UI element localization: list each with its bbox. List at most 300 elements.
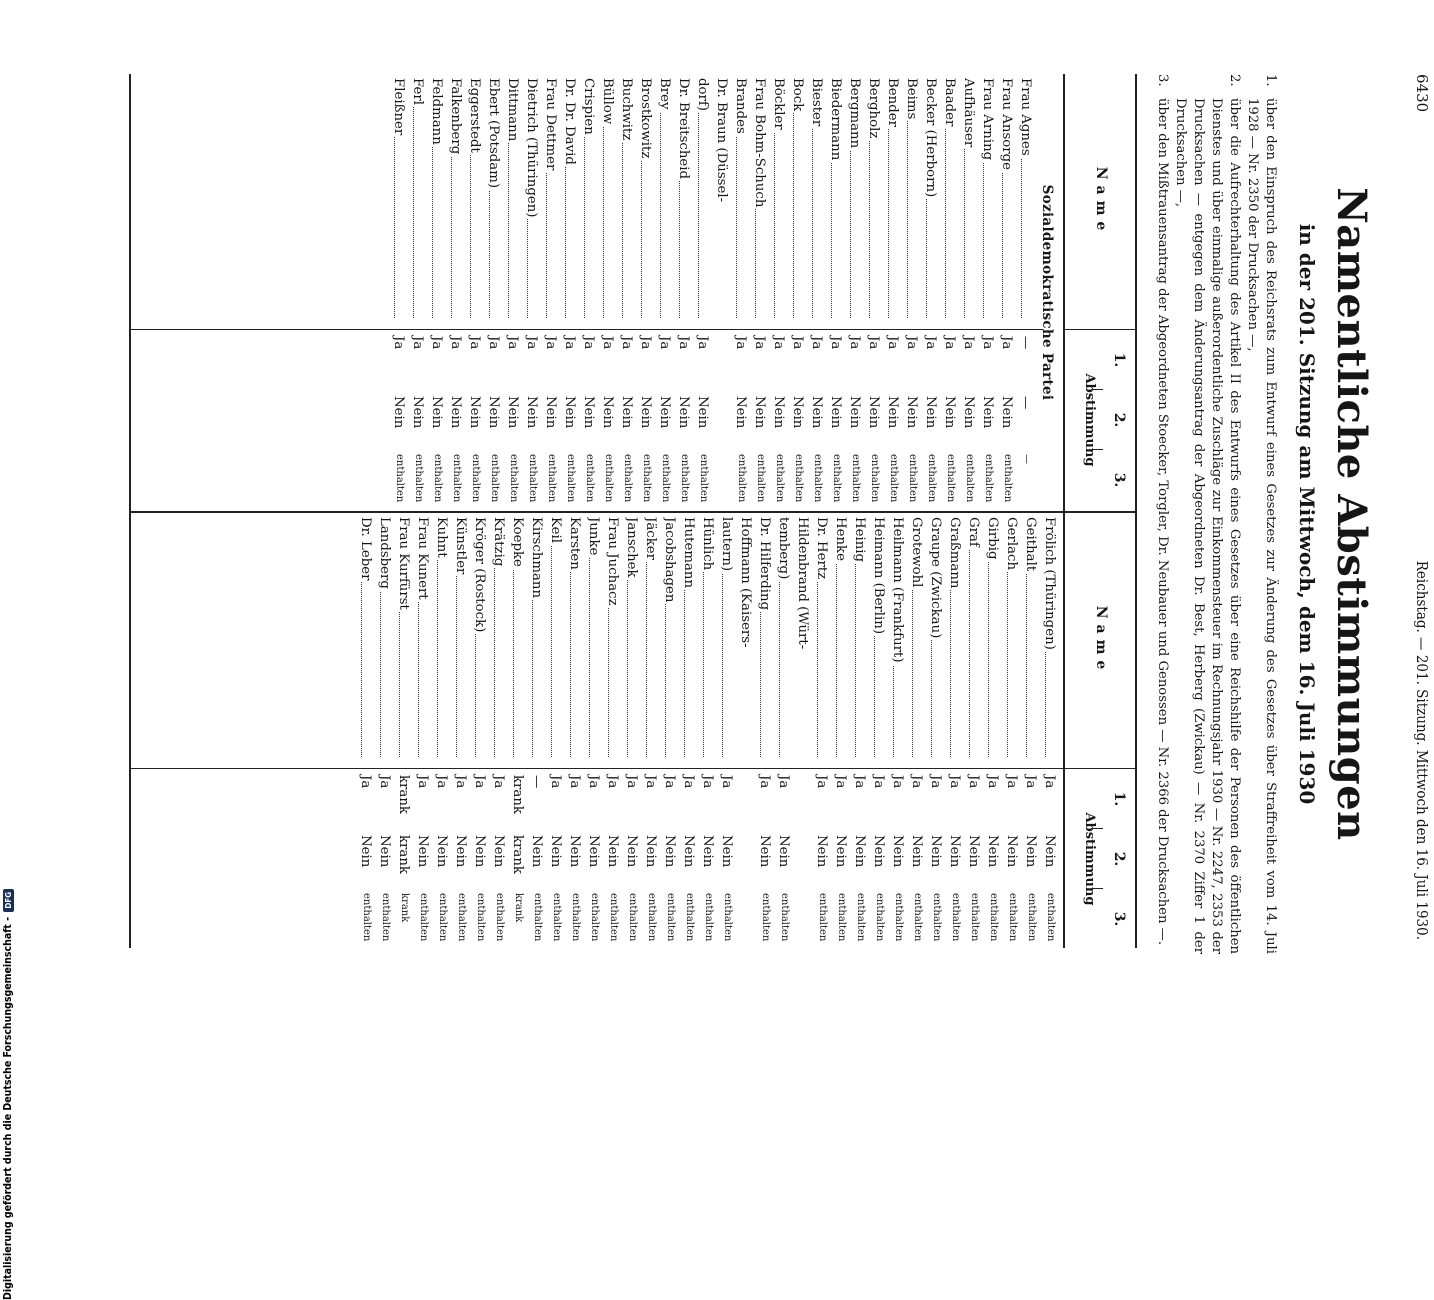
- table-row: [945, 513, 963, 948]
- table-row: [489, 513, 507, 948]
- member-name-text: Böckler: [771, 78, 786, 130]
- vote-2-value: Nein: [923, 396, 938, 429]
- vote-3-value: enthalten: [703, 893, 714, 942]
- vote-topic-2: [1171, 74, 1243, 954]
- vote-1-value: Ja: [681, 775, 696, 789]
- vote-2-value: Nein: [776, 835, 791, 868]
- party-section-heading: Sozialdemokratische Partei: [1039, 184, 1055, 401]
- table-row: [660, 513, 678, 948]
- table-row: [712, 74, 730, 509]
- vote-1-value: Ja: [947, 775, 962, 789]
- table-row: [750, 74, 768, 509]
- vote-1-value: Ja: [980, 336, 995, 350]
- table-row: [394, 513, 412, 948]
- vote-3-value: enthalten: [380, 893, 391, 942]
- table-row: [375, 513, 393, 948]
- vote-3-value: krank: [399, 893, 410, 923]
- vote-3-value: enthalten: [570, 893, 581, 942]
- leader-dots: [969, 517, 970, 757]
- table-row: [565, 513, 583, 948]
- table-row: [883, 74, 901, 509]
- vote-1-value: Ja: [847, 336, 862, 350]
- member-name-text: Jäcker: [643, 517, 658, 560]
- member-name-text: Dr. Dr. David: [562, 78, 577, 165]
- vote-2-value: Nein: [638, 396, 653, 429]
- vote-1-value: krank: [396, 775, 411, 814]
- member-name: [434, 517, 449, 757]
- vote-3-value: enthalten: [432, 454, 443, 503]
- digitization-credit: [2, 300, 22, 1300]
- vote-1-value: Ja: [961, 336, 976, 350]
- vote-3-value: enthalten: [793, 454, 804, 503]
- topic-text: über den Einspruch des Reichsrats zum Entwurf eines Gesetzes zur Änderung des Gesetzes über Straffreiheit vom 14. Juli 1928 — Nr. 2350 der Drucksachen —,: [1245, 98, 1278, 954]
- member-name: [453, 517, 468, 757]
- member-name: [890, 517, 905, 757]
- member-name-text: Brey: [657, 78, 672, 110]
- member-name-text: Dr. Braun (Düssel-: [714, 78, 729, 203]
- table-row: [432, 513, 450, 948]
- member-name: [1023, 517, 1038, 757]
- member-name-text: Hoffmann (Kaisers-: [738, 517, 753, 648]
- vote-2-value: Nein: [966, 835, 981, 868]
- vote-3-value: enthalten: [546, 454, 557, 503]
- vote-1-value: Ja: [453, 775, 468, 789]
- vote-3-value: enthalten: [470, 454, 481, 503]
- topic-text: über die Aufrechterhaltung des Artikel II des Entwurfs eines Gesetzes über eine Reichshilfe der Personen des öffentlichen Dienstes und über einmalige außerordentliche Zuschläge zur Einkommensteuer im Rechnungsjahr 1930 — Nr. 2247, 2353 der Drucksachen — entgegen dem Änderungsantrag der Abgeordneten Dr. Best, Herberg (Zwickau) — Nr. 2370 Ziffer 1 der Drucksachen —,: [1173, 98, 1242, 954]
- table-row: [527, 513, 545, 948]
- vote-1-value: Ja: [548, 775, 563, 789]
- vote-1-value: Ja: [1023, 775, 1038, 789]
- table-row: [788, 74, 806, 509]
- member-name: [415, 517, 430, 757]
- vote-2-value: Nein: [771, 396, 786, 429]
- vote-1-value: Ja: [429, 336, 444, 350]
- vote-3-value: enthalten: [1002, 454, 1013, 503]
- vote-3-value: enthalten: [665, 893, 676, 942]
- table-row: [793, 513, 811, 948]
- table-row: [470, 513, 488, 948]
- table-row: [978, 74, 996, 509]
- member-name-text: Dr. Leber: [358, 517, 373, 581]
- vote-3-value: enthalten: [1026, 893, 1037, 942]
- member-name-text: lautern): [719, 517, 734, 572]
- vote-3-value: enthalten: [698, 454, 709, 503]
- vote-1-value: Ja: [985, 775, 1000, 789]
- member-name-text: Frau Ansorge: [999, 78, 1014, 171]
- vote-2-value: Nein: [700, 835, 715, 868]
- member-name-text: Bergmann: [847, 78, 862, 149]
- table-row: [617, 74, 635, 509]
- vote-3-value: enthalten: [437, 893, 448, 942]
- left-column-header: [1063, 74, 1137, 511]
- vote-3-value: enthalten: [394, 454, 405, 503]
- vote-1-value: Ja: [434, 775, 449, 789]
- vote-2-value: Nein: [904, 396, 919, 429]
- leader-dots: [698, 78, 699, 318]
- vote-1-value: Ja: [491, 775, 506, 789]
- vote-1-value: Ja: [472, 775, 487, 789]
- vote-3-value: enthalten: [456, 893, 467, 942]
- vote-1-value: Ja: [624, 775, 639, 789]
- member-name-text: Crispien: [581, 78, 596, 135]
- vote-1-value: Ja: [358, 775, 373, 789]
- table-row: [888, 513, 906, 948]
- leader-dots: [793, 78, 794, 318]
- member-name: [828, 78, 843, 318]
- vote-2-value: Nein: [790, 396, 805, 429]
- member-name: [923, 78, 938, 318]
- topic-number: 1.: [1263, 74, 1278, 87]
- member-name: [752, 78, 767, 318]
- member-name-text: Dr. Hertz: [814, 517, 829, 580]
- vote-3-value: enthalten: [489, 454, 500, 503]
- member-name-text: dorf): [695, 78, 710, 111]
- vote-3-value: enthalten: [736, 454, 747, 503]
- dfg-logo-icon: DFG: [3, 889, 14, 912]
- member-name-text: Graßmann: [947, 517, 962, 589]
- vote-1-value: Ja: [790, 336, 805, 350]
- member-name: [657, 78, 672, 318]
- table-row: [1040, 513, 1058, 948]
- member-name: [486, 78, 501, 318]
- table-row: [983, 513, 1001, 948]
- member-name-text: Frau Juchacz: [605, 517, 620, 606]
- member-name-text: Kuhnt: [434, 517, 449, 558]
- table-row: [845, 74, 863, 509]
- member-name: [961, 78, 976, 318]
- table-row: [641, 513, 659, 948]
- member-name: [662, 517, 677, 757]
- vote-3-value: enthalten: [869, 454, 880, 503]
- vote-2-value: Nein: [961, 396, 976, 429]
- member-name-text: Hutemann: [681, 517, 696, 589]
- vote-1-value: Ja: [638, 336, 653, 350]
- vote-3-value: enthalten: [964, 454, 975, 503]
- table-row: [831, 513, 849, 948]
- member-name-text: Henke: [833, 517, 848, 561]
- vote-2-value: Nein: [657, 396, 672, 429]
- member-name: [467, 78, 482, 318]
- member-name: [681, 517, 696, 757]
- vote-3-value: enthalten: [418, 893, 429, 942]
- vote-2-value: Nein: [752, 396, 767, 429]
- vote-2-value: Nein: [434, 835, 449, 868]
- vote-1-value: Ja: [966, 775, 981, 789]
- member-name-text: Buchwitz: [619, 78, 634, 141]
- vote-3-value: enthalten: [950, 893, 961, 942]
- vote-1-value: Ja: [619, 336, 634, 350]
- member-name: [619, 78, 634, 318]
- member-name-text: Dietrich (Thüringen): [524, 78, 539, 218]
- vote-2-value: Nein: [619, 396, 634, 429]
- table-bottom-rule: [129, 74, 131, 948]
- table-row: [598, 74, 616, 509]
- vote-3-value: enthalten: [684, 893, 695, 942]
- member-name-text: Aufhäuser: [961, 78, 976, 148]
- table-row: [674, 74, 692, 509]
- vote-2-value: Nein: [695, 396, 710, 429]
- table-row: [522, 74, 540, 509]
- member-name-text: Ferl: [410, 78, 425, 105]
- vote-2-value: Nein: [410, 396, 425, 429]
- member-name: [980, 78, 995, 318]
- member-name: [624, 517, 639, 757]
- page-header: [1413, 74, 1431, 954]
- vote-1-heading: 1.: [1111, 791, 1127, 807]
- member-name-text: Gerlach: [1004, 517, 1019, 571]
- table-row: [902, 74, 920, 509]
- member-name: [491, 517, 506, 757]
- member-name: [396, 517, 411, 757]
- vote-2-value: Nein: [624, 835, 639, 868]
- vote-1-value: krank: [510, 775, 525, 814]
- member-name-text: Graf: [966, 517, 981, 547]
- member-name: [928, 517, 943, 757]
- vote-2-value: Nein: [548, 835, 563, 868]
- vote-1-value: Ja: [600, 336, 615, 350]
- member-name-text: Frau Bohm-Schuch: [752, 78, 767, 208]
- vote-2-value: krank: [396, 835, 411, 874]
- table-row: [826, 74, 844, 509]
- vote-2-value: Nein: [491, 835, 506, 868]
- table-row: [508, 513, 526, 948]
- vote-3-value: enthalten: [722, 893, 733, 942]
- vote-2-value: Nein: [733, 396, 748, 429]
- vote-3-value: enthalten: [931, 893, 942, 942]
- vote-3-value: enthalten: [855, 893, 866, 942]
- vote-1-value: Ja: [814, 775, 829, 789]
- vote-2-value: Nein: [600, 396, 615, 429]
- votes-heading: [1065, 770, 1137, 948]
- vote-1-value: Ja: [999, 336, 1014, 350]
- member-name: [586, 517, 601, 757]
- vote-1-value: Ja: [410, 336, 425, 350]
- credit-text: Digitalisierung gefördert durch die Deutsche Forschungsgemeinschaft -: [2, 916, 14, 1300]
- vote-1-value: Ja: [657, 336, 672, 350]
- member-name-text: Künstler: [453, 517, 468, 575]
- member-name-text: Frölich (Thüringen): [1042, 517, 1057, 650]
- member-name-text: Biedermann: [828, 78, 843, 161]
- vote-1-value: Ja: [828, 336, 843, 350]
- vote-3-value: enthalten: [584, 454, 595, 503]
- votes-heading: [1065, 331, 1137, 509]
- vote-1-value: Ja: [676, 336, 691, 350]
- rotated-page: [117, 74, 1434, 954]
- vote-1-value: Ja: [586, 775, 601, 789]
- member-name-text: Krätzig: [491, 517, 506, 567]
- vote-2-value: Nein: [985, 835, 1000, 868]
- vote-3-value: enthalten: [812, 454, 823, 503]
- member-name-text: Frau Kunert: [415, 517, 430, 600]
- vote-3-value: enthalten: [988, 893, 999, 942]
- vote-1-value: Ja: [562, 336, 577, 350]
- vote-3-value: krank: [513, 893, 524, 923]
- vote-3-value: enthalten: [608, 893, 619, 942]
- member-name-text: Feldmann: [429, 78, 444, 145]
- vote-3-value: —: [1021, 454, 1032, 464]
- table-row: [864, 74, 882, 509]
- member-name-text: Kröger (Rostock): [472, 517, 487, 633]
- table-row: [603, 513, 621, 948]
- member-name-text: Junke: [586, 517, 601, 556]
- member-name-text: Kirschmann: [529, 517, 544, 599]
- vote-2-value: Nein: [543, 396, 558, 429]
- member-name-text: Eggerstedt: [467, 78, 482, 153]
- topic-number: 3.: [1155, 74, 1170, 87]
- vote-2-value: Nein: [947, 835, 962, 868]
- vote-2-value: Nein: [643, 835, 658, 868]
- member-name-text: temberg): [776, 517, 791, 580]
- member-name: [391, 78, 406, 318]
- vote-1-value: Ja: [904, 336, 919, 350]
- vote-2-value: Nein: [1042, 835, 1057, 868]
- table-row: [636, 74, 654, 509]
- vote-2-value: Nein: [1004, 835, 1019, 868]
- member-name: [966, 517, 981, 757]
- member-name: [529, 517, 544, 757]
- page-number: 6430: [1413, 74, 1431, 113]
- member-name: [999, 78, 1014, 318]
- member-name-text: Frau Agnes: [1018, 78, 1033, 156]
- table-row: [997, 74, 1015, 509]
- member-name: [638, 78, 653, 318]
- name-column-heading: Name: [1065, 513, 1137, 769]
- vote-1-value: Ja: [543, 336, 558, 350]
- vote-1-value: Ja: [467, 336, 482, 350]
- member-name: [790, 78, 805, 318]
- vote-3-value: enthalten: [551, 893, 562, 942]
- member-name: [771, 78, 786, 318]
- vote-2-value: Nein: [942, 396, 957, 429]
- member-name: [795, 517, 810, 757]
- member-name: [738, 517, 753, 757]
- member-name: [733, 78, 748, 318]
- member-name-text: Graupe (Zwickau): [928, 517, 943, 639]
- vote-1-value: Ja: [719, 775, 734, 789]
- table-row: [579, 74, 597, 509]
- right-column-header: [1063, 513, 1137, 948]
- table-row: [484, 74, 502, 509]
- vote-1-value: Ja: [524, 336, 539, 350]
- member-name-text: Fleißner: [391, 78, 406, 136]
- vote-3-heading: 3.: [1111, 472, 1127, 488]
- vote-3-value: enthalten: [589, 893, 600, 942]
- member-name-text: Karsten: [567, 517, 582, 570]
- member-name: [833, 517, 848, 757]
- vote-1-value: Ja: [871, 775, 886, 789]
- vote-2-value: Nein: [1023, 835, 1038, 868]
- member-name-text: Heilmann (Frankfurt): [890, 517, 905, 663]
- member-name-text: Heimann (Berlin): [871, 517, 886, 635]
- vote-1-value: Ja: [377, 775, 392, 789]
- table-row: [926, 513, 944, 948]
- member-name: [505, 78, 520, 318]
- member-name-text: Grotewohl: [909, 517, 924, 588]
- vote-1-value: —: [529, 775, 544, 789]
- table-row: [921, 74, 939, 509]
- name-column-heading: Name: [1065, 74, 1137, 330]
- table-row: [769, 74, 787, 509]
- vote-2-heading: 2.: [1111, 412, 1127, 428]
- member-name: [410, 78, 425, 318]
- table-row: [940, 74, 958, 509]
- vote-3-value: enthalten: [413, 454, 424, 503]
- member-name-text: Brostkowitz: [638, 78, 653, 159]
- vote-2-value: Nein: [562, 396, 577, 429]
- table-row: [807, 74, 825, 509]
- member-name-text: Keil: [548, 517, 563, 543]
- table-row: [389, 74, 407, 509]
- vote-2-heading: 2.: [1111, 851, 1127, 867]
- table-row: [698, 513, 716, 948]
- vote-1-value: Ja: [567, 775, 582, 789]
- member-name: [700, 517, 715, 757]
- member-name-text: Beims: [904, 78, 919, 120]
- table-row: [655, 74, 673, 509]
- vote-2-value: Nein: [809, 396, 824, 429]
- table-row: [427, 74, 445, 509]
- vote-2-value: —: [1018, 396, 1033, 410]
- vote-number-headings: [1101, 331, 1137, 509]
- leader-dots: [660, 78, 661, 318]
- table-row: [446, 74, 464, 509]
- vote-2-value: Nein: [852, 835, 867, 868]
- member-name: [510, 517, 525, 757]
- member-name-text: Frau Arning: [980, 78, 995, 161]
- vote-1-value: Ja: [890, 775, 905, 789]
- vote-1-value: Ja: [505, 336, 520, 350]
- member-name: [695, 78, 710, 318]
- member-name-text: Hildenbrand (Würt-: [795, 517, 810, 650]
- vote-3-value: enthalten: [1007, 893, 1018, 942]
- table-row: [408, 74, 426, 509]
- vote-3-value: enthalten: [760, 893, 771, 942]
- member-name: [866, 78, 881, 318]
- member-name: [472, 517, 487, 757]
- table-row: [503, 74, 521, 509]
- vote-3-value: enthalten: [627, 893, 638, 942]
- votes-label: Abstimmung: [1082, 373, 1097, 467]
- vote-1-value: Ja: [605, 775, 620, 789]
- member-name: [719, 517, 734, 757]
- member-name: [1018, 78, 1033, 318]
- vote-1-value: Ja: [643, 775, 658, 789]
- vote-3-value: enthalten: [779, 893, 790, 942]
- vote-1-heading: 1.: [1111, 352, 1127, 368]
- vote-3-value: enthalten: [755, 454, 766, 503]
- vote-2-value: Nein: [890, 835, 905, 868]
- vote-number-headings: [1101, 770, 1137, 948]
- member-name: [871, 517, 886, 757]
- vote-2-value: Nein: [833, 835, 848, 868]
- vote-3-value: enthalten: [774, 454, 785, 503]
- member-name: [757, 517, 772, 757]
- vote-3-value: enthalten: [912, 893, 923, 942]
- member-name-text: Ebert (Potsdam): [486, 78, 501, 189]
- member-name: [567, 517, 582, 757]
- vote-1-value: Ja: [757, 775, 772, 789]
- vote-1-value: Ja: [391, 336, 406, 350]
- vote-2-value: Nein: [391, 396, 406, 429]
- vote-1-value: Ja: [695, 336, 710, 350]
- vote-2-value: Nein: [999, 396, 1014, 429]
- vote-1-value: Ja: [833, 775, 848, 789]
- vote-3-value: enthalten: [874, 893, 885, 942]
- vote-1-value: Ja: [1004, 775, 1019, 789]
- member-name: [605, 517, 620, 757]
- table-row: [413, 513, 431, 948]
- member-name-text: Becker (Herborn): [923, 78, 938, 198]
